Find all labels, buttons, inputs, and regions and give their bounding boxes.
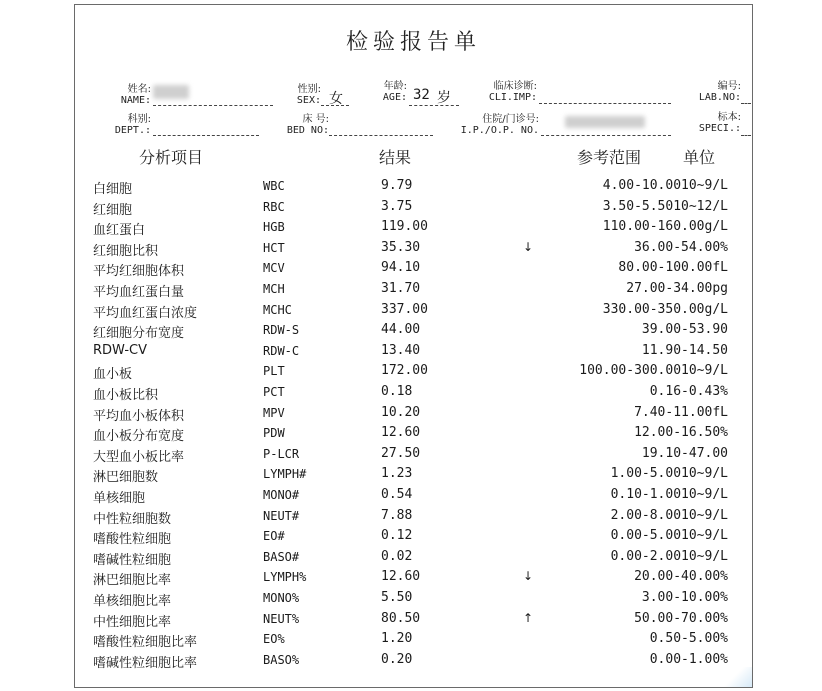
column-header-unit: 单位 <box>683 148 716 167</box>
test-result: 12.60 <box>381 425 421 441</box>
table-row <box>75 547 752 568</box>
test-name: 白细胞 <box>93 182 133 197</box>
reference-range: 100.00-300.0010~9/L <box>579 363 728 379</box>
reference-range: 2.00-8.0010~9/L <box>610 507 728 523</box>
test-name: 淋巴细胞比率 <box>93 573 172 589</box>
test-name: 血小板 <box>93 367 133 383</box>
test-code: RBC <box>263 199 285 214</box>
test-name: 大型血小板比率 <box>93 449 185 465</box>
test-result: 0.54 <box>381 487 413 502</box>
test-result: 94.10 <box>381 260 421 276</box>
sex-label: 性别: SEX: <box>296 84 321 106</box>
specimen-underline <box>741 135 751 136</box>
test-name: 血红蛋白 <box>93 223 146 239</box>
table-row <box>75 341 752 362</box>
dept-label: 科别: DEPT.: <box>114 114 151 136</box>
test-code: BASO# <box>263 549 300 564</box>
reference-range: 0.16-0.43% <box>649 384 728 399</box>
test-result: 35.30 <box>381 239 421 255</box>
test-name: 嗜酸性粒细胞比率 <box>93 635 198 651</box>
test-code: MCV <box>263 261 285 276</box>
reference-range: 0.00-1.00% <box>649 651 728 667</box>
table-row <box>75 650 752 671</box>
test-result: 12.60 <box>381 569 421 585</box>
test-code: LYMPH# <box>263 467 307 482</box>
test-code: RDW-C <box>263 343 300 358</box>
test-result: 7.88 <box>381 507 413 523</box>
test-code: EO% <box>263 632 285 647</box>
test-result: 3.75 <box>381 198 413 214</box>
reference-range: 39.00-53.90 <box>641 322 728 338</box>
table-row <box>75 588 752 609</box>
lab-report-sheet <box>74 4 753 688</box>
test-name: 中性粒细胞数 <box>93 511 172 527</box>
reference-range: 80.00-100.00fL <box>618 260 728 276</box>
test-name: 红细胞比积 <box>93 243 159 259</box>
test-code: LYMPH% <box>263 570 307 585</box>
reference-range: 1.00-5.0010~9/L <box>610 466 728 482</box>
reference-range: 11.90-14.50 <box>641 342 728 358</box>
reference-range: 0.50-5.00% <box>649 631 728 647</box>
test-code: NEUT% <box>263 611 300 626</box>
test-code: MPV <box>263 405 285 420</box>
name-label: 姓名: NAME: <box>120 84 151 106</box>
table-row <box>75 258 752 279</box>
test-code: BASO% <box>263 652 300 667</box>
reference-range: 330.00-350.00g/L <box>602 301 728 317</box>
specimen-label: 标本: SPECI.: <box>698 112 741 134</box>
test-name: 淋巴细胞数 <box>93 470 159 486</box>
dept-underline <box>153 135 259 136</box>
reference-range: 20.00-40.00% <box>634 569 728 585</box>
lab-no-underline <box>741 103 751 104</box>
bed-label: 床 号: BED NO: <box>286 114 329 136</box>
table-row <box>75 217 752 238</box>
reference-range: 36.00-54.00% <box>634 239 728 255</box>
test-name: 红细胞分布宽度 <box>93 326 185 342</box>
age-label: 年龄: AGE: <box>382 81 407 103</box>
test-result: 1.20 <box>381 631 413 647</box>
table-row <box>75 320 752 341</box>
test-name: 平均血红蛋白浓度 <box>93 305 198 321</box>
reference-range: 19.10-47.00 <box>641 445 728 461</box>
test-name: 血小板分布宽度 <box>93 429 185 445</box>
test-name: 平均红细胞体积 <box>93 264 185 280</box>
test-code: PDW <box>263 426 285 441</box>
test-result: 337.00 <box>381 301 428 317</box>
test-result: 5.50 <box>381 590 413 605</box>
reference-range: 7.40-11.00fL <box>634 404 728 420</box>
column-header-reference: 参考范围 <box>577 148 642 167</box>
test-name: 中性细胞比率 <box>93 614 172 630</box>
test-result: 0.02 <box>381 548 413 564</box>
test-result: 172.00 <box>381 363 428 379</box>
test-result: 9.79 <box>381 178 413 193</box>
test-name: 嗜碱性粒细胞 <box>93 552 172 568</box>
abnormal-flag: ↑ <box>523 610 534 625</box>
test-result: 0.18 <box>381 384 413 399</box>
test-code: PLT <box>263 364 285 379</box>
reference-range: 3.00-10.00% <box>641 590 728 605</box>
test-code: HGB <box>263 220 285 235</box>
table-row <box>75 361 752 382</box>
reference-range: 0.00-2.0010~9/L <box>610 548 728 564</box>
diagnosis-underline <box>539 103 671 104</box>
age-underline <box>409 105 459 106</box>
test-code: MONO% <box>263 591 300 605</box>
table-row <box>75 567 752 588</box>
test-result: 80.50 <box>381 610 421 626</box>
age-value: 32 <box>413 87 430 103</box>
test-code: MCHC <box>263 302 292 317</box>
test-code: EO# <box>263 529 285 544</box>
table-row <box>75 444 752 465</box>
table-row <box>75 403 752 424</box>
name-underline <box>153 105 273 106</box>
test-code: NEUT# <box>263 508 300 523</box>
redacted-ip-op-number <box>565 116 645 128</box>
lab-no-label: 编号: LAB.NO: <box>698 81 741 103</box>
test-result: 27.50 <box>381 445 421 461</box>
reference-range: 50.00-70.00% <box>634 610 728 626</box>
test-code: MCH <box>263 282 285 296</box>
diagnosis-label: 临床诊断: CLI.IMP: <box>488 81 537 103</box>
test-name: 红细胞 <box>93 202 133 218</box>
table-row <box>75 382 752 403</box>
sex-underline <box>321 105 349 106</box>
test-name: 嗜碱性粒细胞比率 <box>93 655 198 671</box>
test-name: RDW-CV <box>93 342 148 358</box>
reference-range: 110.00-160.00g/L <box>602 219 728 235</box>
test-code: MONO# <box>263 488 300 502</box>
test-name: 平均血红蛋白量 <box>93 285 185 300</box>
test-name: 血小板比积 <box>93 388 159 403</box>
sex-value: 女 <box>329 91 343 107</box>
test-code: P-LCR <box>263 446 300 461</box>
test-result: 0.12 <box>381 528 413 544</box>
test-name: 嗜酸性粒细胞 <box>93 532 172 548</box>
abnormal-flag: ↓ <box>523 239 534 254</box>
ip-op-underline <box>541 135 671 136</box>
test-result: 10.20 <box>381 404 421 420</box>
test-result: 31.70 <box>381 281 421 296</box>
test-result: 0.20 <box>381 651 413 667</box>
report-title: 检验报告单 <box>345 30 481 55</box>
table-row <box>75 485 752 506</box>
test-code: HCT <box>263 240 285 255</box>
ip-op-label: 住院/门诊号: I.P./O.P. NO. <box>460 114 539 136</box>
reference-range: 4.00-10.0010~9/L <box>602 178 728 193</box>
reference-range: 27.00-34.00pg <box>626 281 728 296</box>
table-row <box>75 423 752 444</box>
test-result: 1.23 <box>381 466 413 482</box>
table-row <box>75 300 752 321</box>
test-name: 单核细胞比率 <box>93 594 172 609</box>
page-corner-shade <box>724 667 752 687</box>
test-result: 119.00 <box>381 219 428 235</box>
reference-range: 0.00-5.0010~9/L <box>610 528 728 544</box>
age-unit: 岁 <box>437 90 451 106</box>
test-code: PCT <box>263 385 285 399</box>
table-row <box>75 464 752 485</box>
table-row <box>75 609 752 630</box>
test-code: WBC <box>263 179 285 193</box>
table-row <box>75 506 752 527</box>
reference-range: 12.00-16.50% <box>634 425 728 441</box>
redacted-name <box>153 85 189 99</box>
abnormal-flag: ↓ <box>523 569 534 584</box>
column-header-result: 结果 <box>379 148 412 167</box>
table-row <box>75 279 752 300</box>
table-row <box>75 629 752 650</box>
test-name: 单核细胞 <box>93 491 146 506</box>
column-header-item: 分析项目 <box>139 148 204 167</box>
reference-range: 3.50-5.5010~12/L <box>602 198 728 214</box>
table-row <box>75 238 752 259</box>
table-row <box>75 197 752 218</box>
table-row <box>75 176 752 197</box>
test-name: 平均血小板体积 <box>93 408 185 424</box>
test-code: RDW-S <box>263 323 300 338</box>
test-result: 44.00 <box>381 322 421 338</box>
bed-underline <box>329 135 433 136</box>
reference-range: 0.10-1.0010~9/L <box>610 487 728 502</box>
table-row <box>75 526 752 547</box>
test-result: 13.40 <box>381 342 421 358</box>
